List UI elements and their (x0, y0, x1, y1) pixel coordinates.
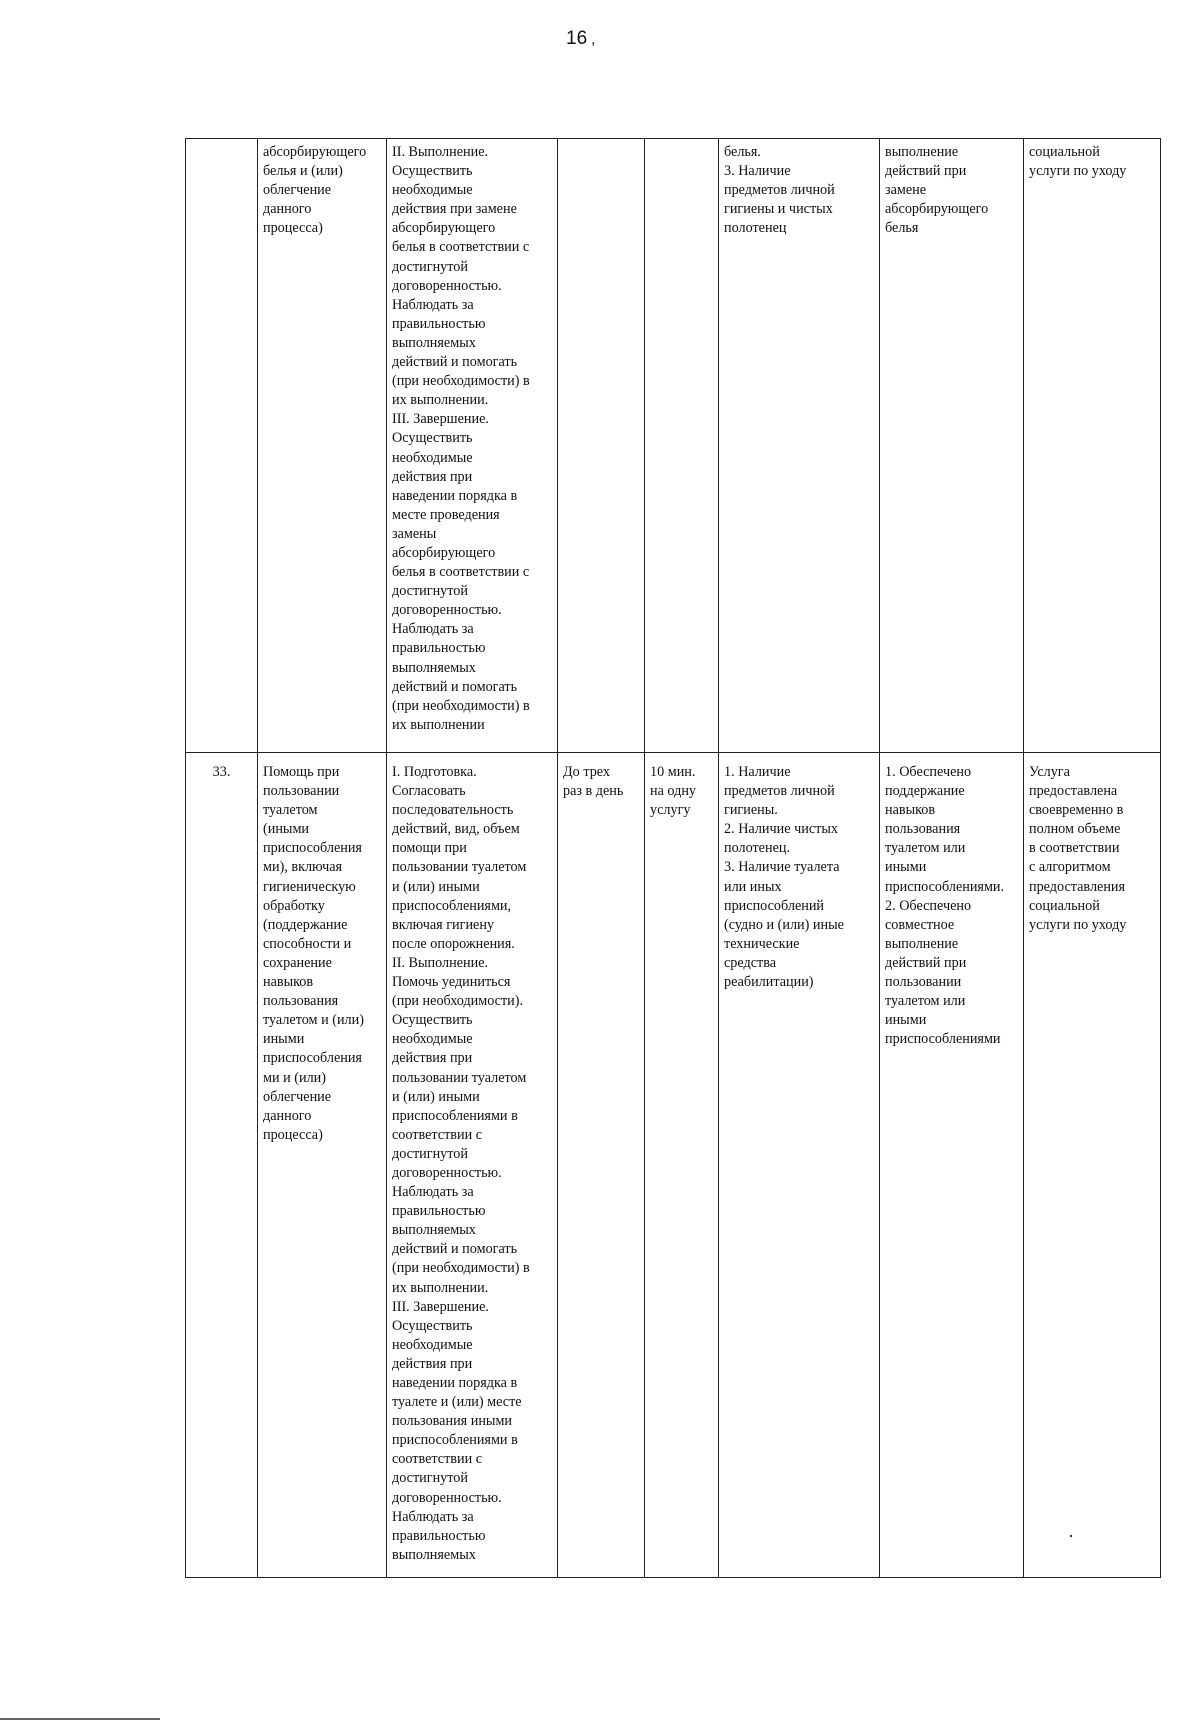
cell-frequency (558, 139, 645, 753)
cell-service-name: абсорбирующего белья и (или) облегчение данного процесса) (258, 139, 387, 753)
cell-service-description: II. Выполнение. Осуществить необходимые действия при замене абсорбирующего белья в соответствии с достигнутой договоренностью. Наблюдать за правильностью выполняемых действий и помогать (при необходимости) в их выполнении. III. Завершение. Осуществить необходимые действия при наведении порядка в месте проведения замены абсорбирующего белья в соответствии с достигнутой договоренностью. Наблюдать за правильностью выполняемых действий и помогать (при необходимости) в их выполнении (387, 139, 558, 753)
cell-service-description: I. Подготовка. Согласовать последовательность действий, вид, объем помощи при пользовании туалетом и (или) иными приспособлениями, включая гигиену после опорожнения. II. Выполнение. Помочь уединиться (при необходимости). Осуществить необходимые действия при пользовании туалетом и (или) иными приспособлениями в соответствии с достигнутой договоренностью. Наблюдать за правильностью выполняемых действий и помогать (при необходимости) в их выполнении. III. Завершение. Осуществить необходимые действия при наведении порядка в туалете и (или) месте пользования иными приспособлениями в соответствии с достигнутой договоренностью. Наблюдать за правильностью выполняемых (387, 753, 558, 1578)
cell-result-evaluation: социальной услуги по уходу (1024, 139, 1161, 753)
cell-quality-indicators: 1. Обеспечено поддержание навыков пользования туалетом или иными приспособлениями. 2. Обеспечено совместное выполнение действий при пользовании туалетом или иными приспособлениями (880, 753, 1024, 1578)
scan-edge-line (0, 1718, 160, 1720)
cell-duration: 10 мин. на одну услугу (645, 753, 719, 1578)
page-number (566, 28, 595, 50)
cell-service-name: Помощь при пользовании туалетом (иными приспособления ми), включая гигиеническую обработку (поддержание способности и сохранение навыков пользования туалетом и (или) иными приспособления ми и (или) облегчение данного процесса) (258, 753, 387, 1578)
scan-speck (1070, 1535, 1072, 1537)
cell-conditions: 1. Наличие предметов личной гигиены. 2. Наличие чистых полотенец. 3. Наличие туалета или иных приспособлений (судно и (или) иные технические средства реабилитации) (719, 753, 880, 1578)
page-number-text: 16 (566, 28, 588, 49)
services-table (185, 138, 1161, 1578)
cell-number (186, 139, 258, 753)
page-mark: , (591, 31, 596, 48)
cell-frequency: До трех раз в день (558, 753, 645, 1578)
cell-duration (645, 139, 719, 753)
cell-quality-indicators: выполнение действий при замене абсорбирующего белья (880, 139, 1024, 753)
cell-conditions: белья. 3. Наличие предметов личной гигиены и чистых полотенец (719, 139, 880, 753)
table-row-continued (186, 139, 1161, 753)
cell-number: 33. (186, 753, 258, 1578)
cell-result-evaluation: Услуга предоставлена своевременно в полном объеме в соответствии с алгоритмом предоставления социальной услуги по уходу (1024, 753, 1161, 1578)
table-row-33 (186, 753, 1161, 1578)
